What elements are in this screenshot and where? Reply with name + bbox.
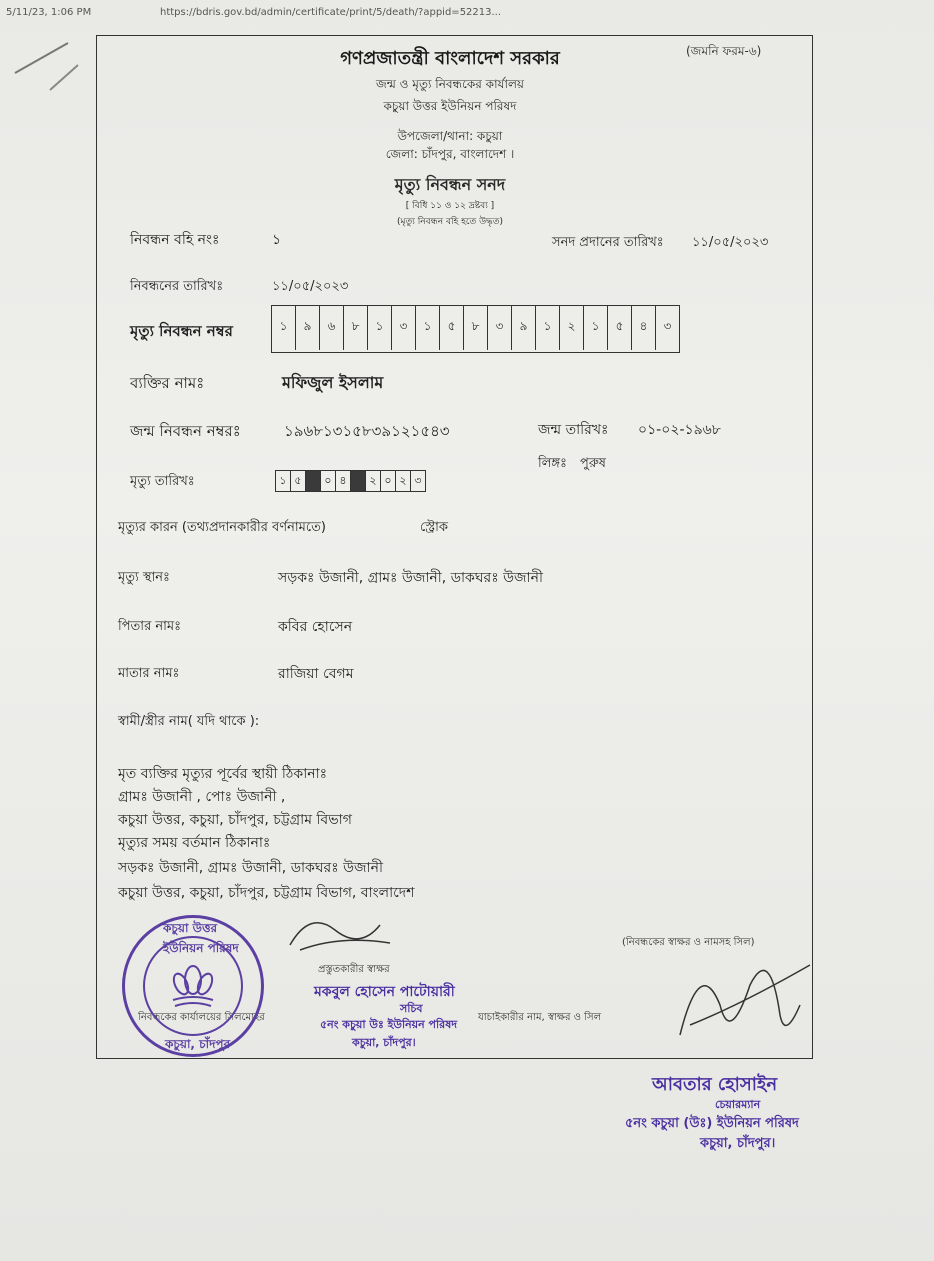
upazila: উপজেলা/থানা: কচুয়া: [397, 129, 503, 143]
death-date-digit: ২: [366, 471, 381, 491]
death-reg-no-boxes: [271, 305, 680, 353]
chairman-signature: [660, 945, 820, 1055]
death-date-boxes: [275, 470, 426, 492]
spouse-label: স্বামী/স্ত্রীর নাম( যদি থাকে ):: [118, 714, 260, 729]
mother-value: রাজিয়া বেগম: [278, 666, 354, 682]
death-date-digit: ২: [396, 471, 411, 491]
present-address-label: মৃত্যুর সময় বর্তমান ঠিকানাঃ: [118, 835, 271, 851]
death-reg-digit: ১: [368, 306, 392, 350]
lotus-emblem-icon: [165, 958, 221, 1014]
chairman-title-stamp: চেয়ারম্যান: [715, 1098, 761, 1111]
death-date-digit: ৫: [291, 471, 306, 491]
death-date-digit: ০: [381, 471, 396, 491]
death-date-digit: ৩: [414, 473, 422, 487]
secretary-title-stamp: সচিব: [400, 1002, 423, 1015]
seal-text-top: কচুয়া উত্তর ইউনিয়ন পরিষদ: [163, 921, 239, 955]
union-name: কচুয়া উত্তর ইউনিয়ন পরিষদ: [383, 99, 517, 113]
death-reg-digit: ৯: [512, 306, 536, 350]
death-date-separator: [351, 471, 366, 491]
death-reg-digit: ১: [536, 306, 560, 350]
death-reg-digit: ৬: [320, 306, 344, 350]
rule-reference: [ বিধি ১১ ও ১২ দ্রষ্টব্য ]: [405, 201, 495, 211]
death-reg-digit: ১: [272, 306, 296, 350]
reg-date-value: ১১/০৫/২০২৩: [272, 279, 349, 294]
seal-text-bottom: কচুয়া, চাঁদপুর: [165, 1037, 231, 1051]
permanent-address-label: মৃত ব্যক্তির মৃত্যুর পূর্বের স্থায়ী ঠিকানাঃ: [118, 766, 328, 782]
death-reg-digit: ১: [416, 306, 440, 350]
death-date-digit: ০: [321, 471, 336, 491]
death-reg-digit: ৫: [608, 306, 632, 350]
secretary-name-stamp: মকবুল হোসেন পাটোয়ারী: [314, 984, 455, 1000]
death-reg-digit: ৮: [344, 306, 368, 350]
death-reg-digit: ৪: [632, 306, 656, 350]
birth-reg-value: ১৯৬৮১৩১৫৮৩৯১২১৫৪৩: [284, 422, 450, 440]
birth-reg-label: জন্ম নিবন্ধন নম্বরঃ: [130, 422, 241, 440]
present-address-line2: কচুয়া উত্তর, কচুয়া, চাঁদপুর, চট্টগ্রাম বিভাগ, বাংলাদেশ: [118, 885, 415, 901]
print-header: [0, 5, 934, 25]
present-address-line1: সড়কঃ উজানী, গ্রামঃ উজানী, ডাকঘরঃ উজানী: [118, 860, 383, 876]
death-reg-no-label: মৃত্যু নিবন্ধন নম্বর: [130, 322, 233, 340]
permanent-address-line2: কচুয়া উত্তর, কচুয়া, চাঁদপুর, চট্টগ্রাম বিভাগ: [118, 812, 352, 828]
name-label: ব্যক্তির নামঃ: [130, 374, 205, 392]
registrar-sign-label: (নিবন্ধকের স্বাক্ষর ও নামসহ সিল): [622, 937, 755, 948]
mother-label: মাতার নামঃ: [118, 666, 180, 681]
form-number: (জমনি ফরম-৬): [686, 44, 762, 58]
reg-date-label: নিবন্ধনের তারিখঃ: [130, 279, 224, 294]
book-no-value: ১: [272, 232, 282, 248]
preparer-sign-label: প্রস্তুতকারীর স্বাক্ষর: [318, 964, 390, 975]
office-seal-label: নিবন্ধকের কার্যালয়ের সিলমোহর: [138, 1012, 265, 1023]
father-value: কবির হোসেন: [278, 619, 353, 635]
cause-label: মৃত্যুর কারন (তথ্যপ্রদানকারীর বর্ণনামতে): [118, 520, 326, 535]
chairman-place-stamp: কচুয়া, চাঁদপুর।: [700, 1136, 776, 1151]
permanent-address-line1: গ্রামঃ উজানী , পোঃ উজানী ,: [118, 789, 286, 805]
name-value: মফিজুল ইসলাম: [282, 373, 384, 392]
death-reg-digit: ৩: [392, 306, 416, 350]
secretary-union-stamp: ৫নং কচুয়া উঃ ইউনিয়ন পরিষদ: [320, 1018, 458, 1031]
gender-value: পুরুষ: [580, 456, 606, 471]
office-name: জন্ম ও মৃত্যু নিবন্ধকের কার্যালয়: [376, 77, 524, 91]
issue-date-label: সনদ প্রদানের তারিখঃ: [552, 235, 664, 250]
print-datetime: 5/11/23, 1:06 PM: [6, 7, 92, 18]
place-value: সড়কঃ উজানী, গ্রামঃ উজানী, ডাকঘরঃ উজানী: [278, 570, 543, 586]
certificate-title: মৃত্যু নিবন্ধন সনদ: [394, 175, 506, 194]
birth-date-label: জন্ম তারিখঃ: [538, 422, 609, 438]
print-url: https://bdris.gov.bd/admin/certificate/print/5/death/?appid=52213...: [160, 7, 502, 18]
district: জেলা: চাঁদপুর, বাংলাদেশ ।: [385, 147, 515, 161]
gender-label: লিঙ্গঃ: [538, 456, 567, 471]
death-reg-digit: ৮: [464, 306, 488, 350]
issue-date-value: ১১/০৫/২০২৩: [692, 235, 769, 250]
death-date-label: মৃত্যু তারিখঃ: [130, 474, 195, 489]
place-label: মৃত্যু স্থানঃ: [118, 570, 170, 585]
book-no-label: নিবন্ধন বহি নংঃ: [130, 232, 220, 248]
cause-value: স্ট্রোক: [420, 520, 448, 535]
death-date-digit: ৪: [336, 471, 351, 491]
preparer-signature: [280, 905, 400, 965]
pen-stroke-mark: [10, 35, 80, 95]
union-round-seal: [122, 915, 264, 1057]
death-date-separator: [306, 471, 321, 491]
death-reg-digit: ৯: [296, 306, 320, 350]
death-reg-digit: ৩: [663, 319, 672, 333]
death-reg-digit: ১: [584, 306, 608, 350]
death-reg-digit: ৩: [488, 306, 512, 350]
chairman-union-stamp: ৫নং কচুয়া (উঃ) ইউনিয়ন পরিষদ: [625, 1116, 799, 1131]
secretary-place-stamp: কচুয়া, চাঁদপুর।: [352, 1036, 416, 1049]
source-note: (মৃত্যু নিবন্ধন বহি হতে উদ্ধৃত): [396, 217, 504, 227]
death-date-digit: ১: [276, 471, 291, 491]
father-label: পিতার নামঃ: [118, 619, 182, 634]
death-reg-digit: ২: [560, 306, 584, 350]
government-title: গণপ্রজাতন্ত্রী বাংলাদেশ সরকার: [340, 48, 560, 69]
birth-date-value: ০১-০২-১৯৬৮: [638, 422, 721, 438]
death-reg-digit: ৫: [440, 306, 464, 350]
verifier-label: যাচাইকারীর নাম, স্বাক্ষর ও সিল: [478, 1012, 602, 1023]
chairman-name-stamp: আবতার হোসাইন: [652, 1074, 778, 1095]
